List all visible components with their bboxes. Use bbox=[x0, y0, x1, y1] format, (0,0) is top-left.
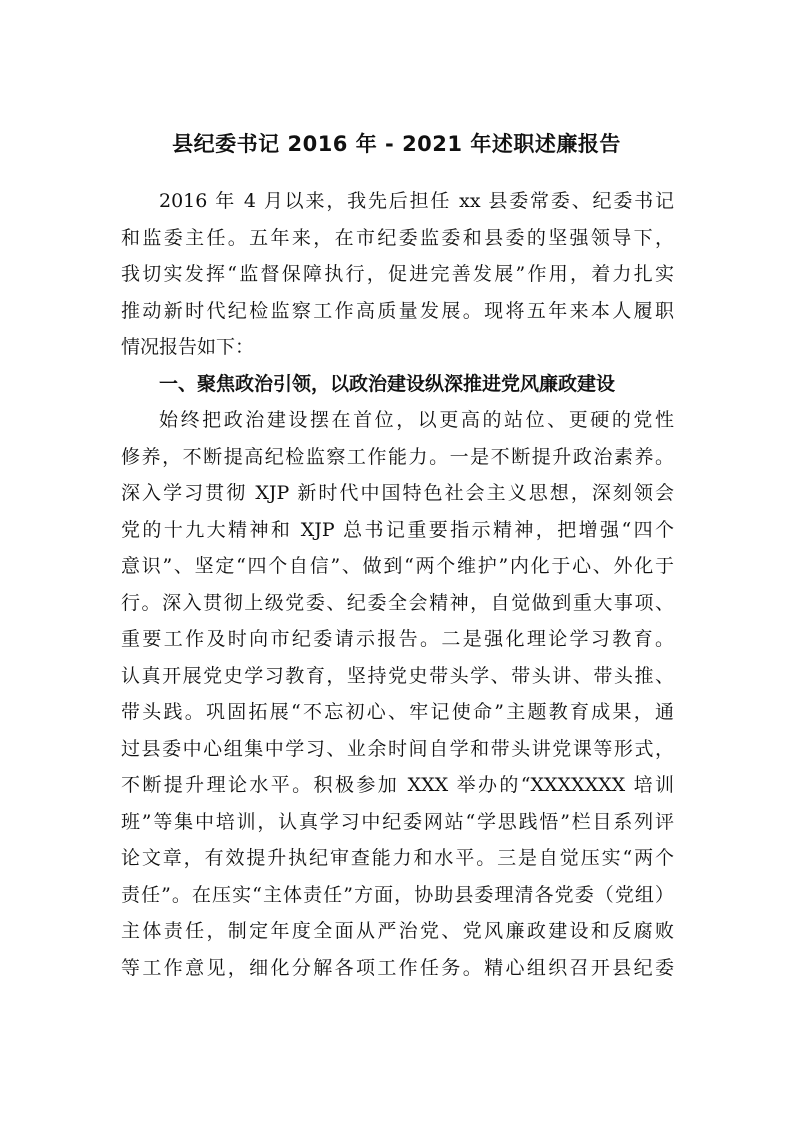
paragraph-line: 过县委中心组集中学习、业余时间自学和带头讲党课等形式， bbox=[121, 737, 674, 760]
paragraph-line: 始终把政治建设摆在首位，以更高的站位、更硬的党性 bbox=[159, 409, 674, 431]
paragraph-line: 我切实发挥“监督保障执行，促进完善发展”作用，着力扎实 bbox=[121, 263, 674, 285]
paragraph-line: 党的十九大精神和 XJP 总书记重要指示精神，把增强“四个 bbox=[121, 518, 674, 541]
paragraph-line: 和监委主任。五年来，在市纪委监委和县委的坚强领导下， bbox=[121, 226, 674, 249]
document-title: 县纪委书记 2016 年 - 2021 年述职述廉报告 bbox=[172, 132, 621, 156]
paragraph-line: 等工作意见，细化分解各项工作任务。精心组织召开县纪委 bbox=[121, 956, 674, 979]
paragraph-line: 2016 年 4 月以来，我先后担任 xx 县委常委、纪委书记 bbox=[159, 190, 674, 212]
paragraph-line: 情况报告如下： bbox=[121, 336, 255, 358]
paragraph-line: 主体责任，制定年度全面从严治党、党风廉政建设和反腐败 bbox=[121, 920, 674, 942]
paragraph-line: 班”等集中培训，认真学习中纪委网站“学思践悟”栏目系列评 bbox=[121, 810, 674, 833]
paragraph-line: 不断提升理论水平。积极参加 XXX 举办的“XXXXXXX 培训 bbox=[121, 774, 674, 796]
paragraph-line: 认真开展党史学习教育，坚持党史带头学、带头讲、带头推、 bbox=[121, 664, 674, 687]
paragraph-line: 深入学习贯彻 XJP 新时代中国特色社会主义思想，深刻领会 bbox=[121, 482, 674, 504]
paragraph-line: 修养，不断提高纪检监察工作能力。一是不断提升政治素养。 bbox=[121, 445, 674, 468]
section-heading: 一、聚焦政治引领，以政治建设纵深推进党风廉政建设 bbox=[159, 372, 616, 395]
paragraph-line: 行。深入贯彻上级党委、纪委全会精神，自觉做到重大事项、 bbox=[121, 591, 674, 614]
document-body bbox=[121, 183, 674, 986]
paragraph-line: 论文章，有效提升执纪审查能力和水平。三是自觉压实“两个 bbox=[121, 847, 674, 869]
paragraph-line: 重要工作及时向市纪委请示报告。二是强化理论学习教育。 bbox=[121, 628, 674, 650]
paragraph-line: 责任”。在压实“主体责任”方面，协助县委理清各党委（党组） bbox=[121, 883, 674, 906]
paragraph-line: 带头践。巩固拓展“不忘初心、牢记使命”主题教育成果，通 bbox=[121, 701, 674, 723]
paragraph-line: 推动新时代纪检监察工作高质量发展。现将五年来本人履职 bbox=[121, 299, 674, 322]
paragraph-line: 意识”、坚定“四个自信”、做到“两个维护”内化于心、外化于 bbox=[121, 555, 674, 577]
